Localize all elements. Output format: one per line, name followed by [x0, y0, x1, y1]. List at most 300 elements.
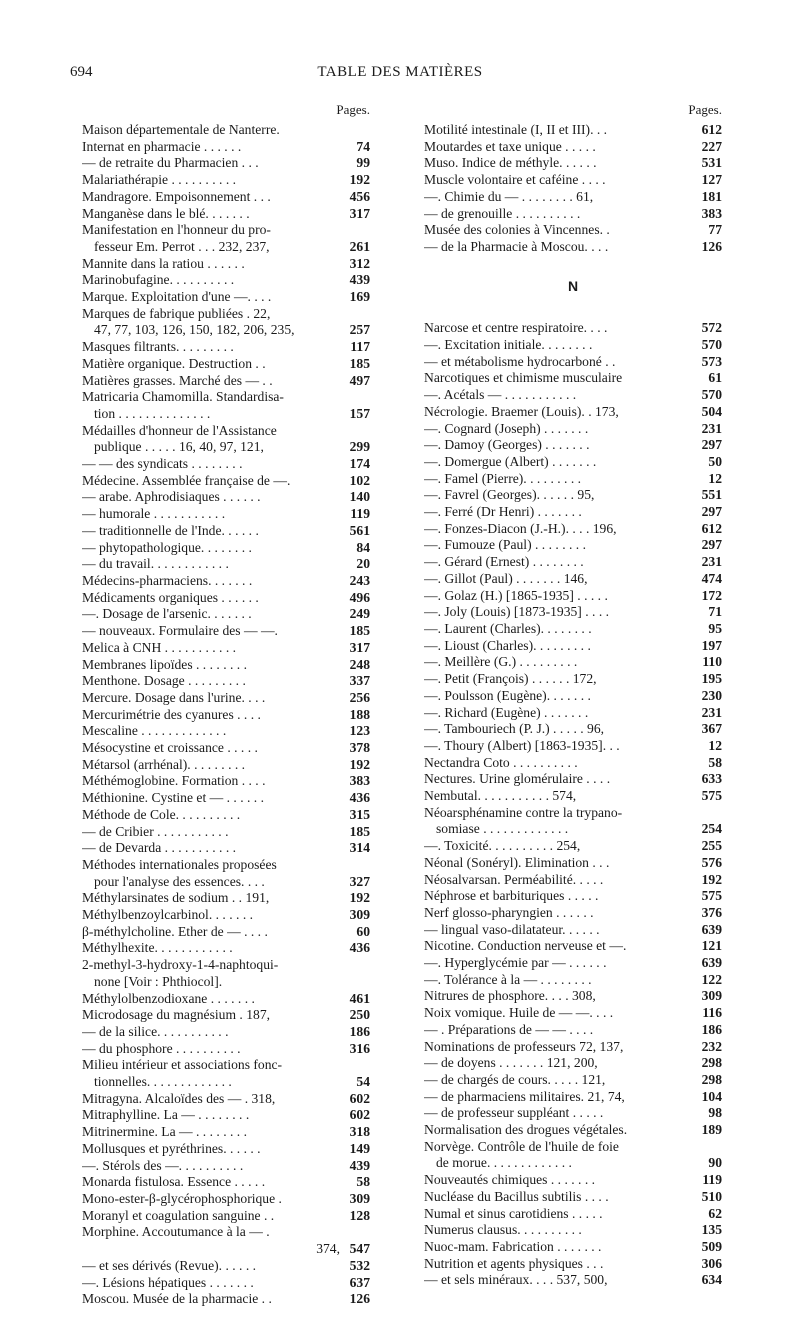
- page-number: 694: [70, 64, 93, 80]
- entry-page: 570: [701, 337, 722, 353]
- index-entry: [82, 991, 370, 1008]
- entry-text: Nitrures de phosphore. . . . 308,: [424, 988, 596, 1004]
- entry-page: 98: [708, 1105, 722, 1121]
- entry-page: 439: [349, 272, 370, 288]
- entry-text: Nouveautés chimiques . . . . . . .: [424, 1172, 596, 1188]
- entry-text: Muso. Indice de méthyle. . . . . .: [424, 155, 597, 171]
- index-entry: [424, 571, 722, 588]
- index-entry: [424, 1272, 722, 1289]
- index-entry: [82, 757, 370, 774]
- index-entry: [82, 874, 370, 891]
- index-entry: [424, 1122, 722, 1139]
- entry-page: 461: [349, 990, 370, 1006]
- entry-text: — de pharmaciens militaires. 21, 74,: [424, 1088, 625, 1104]
- entry-text: Morphine. Accoutumance à la — .: [82, 1224, 270, 1240]
- index-entry: [82, 406, 370, 423]
- entry-text: Marinobufagine. . . . . . . . . .: [82, 272, 235, 288]
- entry-page: 317: [349, 205, 370, 221]
- index-entry: [424, 487, 722, 504]
- index-entry: [82, 1074, 370, 1091]
- entry-text: Nerf glosso-pharyngien . . . . . .: [424, 904, 594, 920]
- index-entries-left: [82, 122, 370, 1308]
- entry-text: Méthode de Cole. . . . . . . . . .: [82, 806, 241, 822]
- index-entry: [424, 1206, 722, 1223]
- entry-text: —. Gillot (Paul) . . . . . . . 146,: [424, 570, 588, 586]
- entry-text: —. Petit (François) . . . . . . 172,: [424, 671, 597, 687]
- entry-text: Motilité intestinale (I, II et III). . .: [424, 122, 608, 137]
- entry-text: Menthone. Dosage . . . . . . . . .: [82, 673, 246, 689]
- entry-text: Méthylbenzoylcarbinol. . . . . . .: [82, 907, 254, 923]
- index-entry: [82, 1191, 370, 1208]
- entry-page: 123: [349, 723, 370, 739]
- entry-text: —. Tambouriech (P. J.) . . . . . 96,: [424, 721, 605, 737]
- entry-text: Melica à CNH . . . . . . . . . . .: [82, 639, 237, 655]
- entry-page: 71: [708, 604, 722, 620]
- entry-page: 126: [349, 1291, 370, 1307]
- entry-text: — lingual vaso-dilatateur. . . . . .: [424, 921, 600, 937]
- index-entry: [424, 1189, 722, 1206]
- entry-text: Médecine. Assemblée française de —.: [82, 472, 291, 488]
- entry-page: 197: [701, 637, 722, 653]
- entry-text: tion . . . . . . . . . . . . . .: [94, 405, 211, 421]
- right-index-column: [424, 102, 722, 1289]
- entry-text: —. Domergue (Albert) . . . . . . .: [424, 453, 597, 469]
- index-entry: [424, 771, 722, 788]
- entry-text: Nutrition et agents physiques . . .: [424, 1255, 604, 1271]
- entry-page: 250: [349, 1007, 370, 1023]
- entry-text: Manifestation en l'honneur du pro-: [82, 222, 271, 238]
- pages-header: [82, 102, 370, 122]
- entry-page: 60: [356, 923, 370, 939]
- entry-text: 2-methyl-3-hydroxy-1-4-naphtoqui-: [82, 957, 279, 973]
- entry-text: Manganèse dans le blé. . . . . . .: [82, 205, 250, 221]
- index-entry: [82, 389, 370, 406]
- index-entry: [424, 721, 722, 738]
- index-entry: [82, 1024, 370, 1041]
- entry-page: 74: [356, 138, 370, 154]
- entry-text: Mannite dans la ratiou . . . . . .: [82, 255, 245, 271]
- entry-page: 185: [349, 823, 370, 839]
- index-entry: [424, 738, 722, 755]
- index-entry: [82, 1241, 370, 1258]
- entry-text: —. Golaz (H.) [1865-1935] . . . . .: [424, 587, 608, 603]
- index-entry: [424, 155, 722, 172]
- entry-page: 436: [349, 790, 370, 806]
- entry-page: 639: [701, 955, 722, 971]
- entry-page: 297: [701, 437, 722, 453]
- entry-page: 54: [356, 1074, 370, 1090]
- entry-text: —. Hyperglycémie par — . . . . . .: [424, 955, 607, 971]
- entry-text: —. Tolérance à la — . . . . . . . .: [424, 971, 592, 987]
- index-entry: [82, 339, 370, 356]
- index-entry: [82, 189, 370, 206]
- entry-page: 119: [702, 1172, 722, 1188]
- entry-page: 297: [701, 537, 722, 553]
- entry-page: 497: [349, 372, 370, 388]
- pages-label: Pages.: [336, 102, 370, 117]
- entry-text: Moscou. Musée de la pharmacie . .: [82, 1291, 272, 1307]
- entry-text: none [Voir : Phthiocol].: [94, 973, 223, 989]
- index-entry: [424, 1022, 722, 1039]
- entry-text: Marque. Exploitation d'une —. . . .: [82, 289, 272, 305]
- entry-page: 254: [701, 821, 722, 837]
- entry-text: Méthionine. Cystine et — . . . . . .: [82, 790, 264, 806]
- entry-page: 298: [701, 1071, 722, 1087]
- entry-page: 496: [349, 589, 370, 605]
- entry-page: 149: [349, 1140, 370, 1156]
- index-entry: [82, 640, 370, 657]
- entry-page: 639: [701, 921, 722, 937]
- entry-page: 58: [708, 754, 722, 770]
- index-entry: [82, 1291, 370, 1308]
- index-entry: [82, 907, 370, 924]
- index-entry: [424, 139, 722, 156]
- entry-text: de morue. . . . . . . . . . . . .: [436, 1155, 572, 1171]
- entry-text: Mitragyna. Alcaloïdes des — . 318,: [82, 1090, 276, 1106]
- entry-page: 633: [701, 771, 722, 787]
- entry-text: Méthémoglobine. Formation . . . .: [82, 773, 266, 789]
- entry-page: 612: [701, 122, 722, 137]
- entry-text: Milieu intérieur et associations fonc-: [82, 1057, 283, 1073]
- entry-text: —. Lioust (Charles). . . . . . . . .: [424, 637, 591, 653]
- index-entry: [82, 122, 370, 139]
- entry-text: —. Stérols des —. . . . . . . . . .: [82, 1157, 244, 1173]
- entry-text: Mollusques et pyréthrines. . . . . .: [82, 1140, 261, 1156]
- index-entry: [82, 222, 370, 239]
- index-entry: [82, 306, 370, 323]
- index-entry: [424, 922, 722, 939]
- entry-page: 257: [349, 322, 370, 338]
- index-entry: [82, 573, 370, 590]
- index-entry: [82, 824, 370, 841]
- index-entry: [424, 604, 722, 621]
- entry-page: 174: [349, 456, 370, 472]
- index-entry: [424, 988, 722, 1005]
- entry-page: 602: [349, 1090, 370, 1106]
- entry-page: 456: [349, 188, 370, 204]
- entry-text: Marques de fabrique publiées . 22,: [82, 305, 271, 321]
- index-entry: [424, 239, 722, 256]
- entry-text: Noix vomique. Huile de — —. . . .: [424, 1005, 614, 1021]
- entry-text: Mono-ester-β-glycérophosphorique .: [82, 1191, 282, 1206]
- index-entry: [424, 938, 722, 955]
- entry-page: 572: [701, 320, 722, 336]
- entry-text: — traditionnelle de l'Inde. . . . . .: [82, 522, 259, 538]
- entry-page: 84: [356, 539, 370, 555]
- entry-page: 317: [349, 639, 370, 655]
- entry-text: Nectandra Coto . . . . . . . . . .: [424, 754, 578, 770]
- index-entry: [424, 1105, 722, 1122]
- entry-text: —. Lésions hépatiques . . . . . . .: [82, 1274, 254, 1290]
- entry-text: 47, 77, 103, 126, 150, 182, 206, 235,: [94, 322, 295, 338]
- entry-text: Masques filtrants. . . . . . . . .: [82, 339, 234, 355]
- entry-page: 612: [701, 520, 722, 536]
- entry-text: Néosalvarsan. Perméabilité. . . . .: [424, 871, 604, 887]
- entry-text: Nicotine. Conduction nerveuse et —.: [424, 938, 627, 954]
- index-entry: [424, 387, 722, 404]
- index-entry: [424, 471, 722, 488]
- entry-text: Médicaments organiques . . . . . .: [82, 589, 259, 605]
- entry-page: 157: [349, 405, 370, 421]
- index-entry: [424, 838, 722, 855]
- entry-text: —. Ferré (Dr Henri) . . . . . . .: [424, 504, 582, 520]
- entry-text: —. Fonzes-Diacon (J.-H.). . . . 196,: [424, 520, 617, 536]
- entry-page: 232: [701, 1038, 722, 1054]
- entry-page: 532: [349, 1257, 370, 1273]
- index-entry: [424, 354, 722, 371]
- entry-text: Mitrinermine. La — . . . . . . . .: [82, 1124, 247, 1140]
- index-entry: [82, 256, 370, 273]
- entry-text: Norvège. Contrôle de l'huile de foie: [424, 1138, 619, 1154]
- index-entry: [424, 872, 722, 889]
- entry-text: — humorale . . . . . . . . . . .: [82, 506, 226, 522]
- entry-page: 227: [701, 138, 722, 154]
- entry-page: 50: [708, 453, 722, 469]
- index-entry: [424, 855, 722, 872]
- entry-page: 573: [701, 353, 722, 369]
- index-entry: [82, 1208, 370, 1225]
- entry-page: 192: [349, 756, 370, 772]
- entry-page: 602: [349, 1107, 370, 1123]
- entry-text: Mésocystine et croissance . . . . .: [82, 740, 258, 756]
- index-entry: [82, 272, 370, 289]
- running-title: TABLE DES MATIÈRES: [317, 64, 483, 80]
- entry-page: 634: [701, 1272, 722, 1288]
- entry-text: Nuoc-mam. Fabrication . . . . . . .: [424, 1239, 602, 1254]
- entry-page: 231: [701, 704, 722, 720]
- entry-page: 383: [701, 205, 722, 221]
- index-entry: [424, 638, 722, 655]
- entry-text: — de doyens . . . . . . . 121, 200,: [424, 1055, 598, 1071]
- entry-page: 169: [349, 289, 370, 305]
- entry-text: Mercurimétrie des cyanures . . . .: [82, 706, 261, 722]
- entry-text: — du travail. . . . . . . . . . . .: [82, 556, 229, 572]
- index-entry: [82, 1224, 370, 1241]
- entry-page: 77: [708, 222, 722, 238]
- index-entry: [82, 556, 370, 573]
- entry-page: 243: [349, 572, 370, 588]
- entry-page: 249: [349, 606, 370, 622]
- index-entry: [82, 423, 370, 440]
- entry-text: Matières grasses. Marché des — . .: [82, 372, 273, 388]
- entry-page: 90: [708, 1155, 722, 1171]
- index-entry: [82, 456, 370, 473]
- index-entry: [82, 322, 370, 339]
- entry-page: 99: [356, 155, 370, 171]
- index-entry: [82, 155, 370, 172]
- index-entry: [424, 206, 722, 223]
- entry-text: —. Laurent (Charles). . . . . . . .: [424, 620, 592, 636]
- entry-text: — du phosphore . . . . . . . . . .: [82, 1040, 241, 1056]
- index-entry: [424, 972, 722, 989]
- entry-page: 378: [349, 740, 370, 756]
- entry-page: 312: [349, 255, 370, 271]
- entry-text: — de la silice. . . . . . . . . . .: [82, 1023, 229, 1039]
- entry-text: Moutardes et taxe unique . . . . .: [424, 138, 596, 154]
- entry-page: 192: [349, 890, 370, 906]
- entry-page: 117: [350, 339, 370, 355]
- entry-page: 110: [702, 654, 722, 670]
- index-entry: [424, 454, 722, 471]
- entry-text: Normalisation des drogues végétales.: [424, 1122, 628, 1138]
- entry-text: Médecins-pharmaciens. . . . . . .: [82, 572, 253, 588]
- index-entry: [424, 671, 722, 688]
- entry-page: 95: [708, 620, 722, 636]
- entry-text: —. Toxicité. . . . . . . . . . 254,: [424, 838, 581, 854]
- entry-text: —. Damoy (Georges) . . . . . . .: [424, 437, 590, 453]
- entry-page: 309: [349, 1191, 370, 1206]
- entry-page: 128: [349, 1207, 370, 1223]
- entry-page: 192: [349, 172, 370, 188]
- index-entry: [82, 540, 370, 557]
- index-entry: [82, 1124, 370, 1141]
- entry-text: —. Favrel (Georges). . . . . . 95,: [424, 487, 595, 503]
- entry-text: publique . . . . . 16, 40, 97, 121,: [94, 439, 264, 455]
- index-entry: [82, 1007, 370, 1024]
- index-entry: [424, 955, 722, 972]
- entry-text: —. Joly (Louis) [1873-1935] . . . .: [424, 604, 610, 620]
- entry-page: 102: [349, 472, 370, 488]
- entry-text: Nectures. Urine glomérulaire . . . .: [424, 771, 611, 787]
- entry-page: 570: [701, 387, 722, 403]
- index-entry: [82, 657, 370, 674]
- entry-page: 185: [349, 355, 370, 371]
- entry-page: 104: [701, 1088, 722, 1104]
- entry-page: 185: [349, 623, 370, 639]
- index-entry: [424, 688, 722, 705]
- entry-page: 299: [349, 439, 370, 455]
- entry-page: 474: [701, 570, 722, 586]
- entry-text: — et sels minéraux. . . . 537, 500,: [424, 1272, 608, 1288]
- index-entry: [82, 940, 370, 957]
- entry-page: 186: [701, 1021, 722, 1037]
- entry-text: Numal et sinus carotidiens . . . . .: [424, 1205, 603, 1221]
- entry-page: 127: [701, 172, 722, 188]
- index-entry: [424, 1005, 722, 1022]
- index-entry: [82, 206, 370, 223]
- index-entry: [82, 690, 370, 707]
- index-entry: [82, 439, 370, 456]
- entry-page: 195: [701, 671, 722, 687]
- entry-text: Mescaline . . . . . . . . . . . . .: [82, 723, 227, 739]
- entry-text: —. Dosage de l'arsenic. . . . . . .: [82, 606, 252, 622]
- index-entry: [82, 924, 370, 941]
- index-entry: [424, 320, 722, 337]
- entry-page: 186: [349, 1023, 370, 1039]
- index-entry: [82, 707, 370, 724]
- index-entry: [424, 437, 722, 454]
- entry-text: Néonal (Sonéryl). Elimination . . .: [424, 854, 610, 870]
- entry-text: —. Fumouze (Paul) . . . . . . . .: [424, 537, 586, 553]
- entry-text: Muscle volontaire et caféine . . . .: [424, 172, 606, 188]
- entry-page: 297: [701, 504, 722, 520]
- entry-page: 315: [349, 806, 370, 822]
- entry-page: 230: [701, 687, 722, 703]
- entry-page: 121: [701, 938, 722, 954]
- entry-page: 327: [349, 873, 370, 889]
- entry-text: —. Chimie du — . . . . . . . . 61,: [424, 188, 594, 204]
- entry-page: 637: [349, 1274, 370, 1290]
- entry-page: 172: [701, 587, 722, 603]
- entry-text: tionnelles. . . . . . . . . . . . .: [94, 1074, 232, 1090]
- entry-page: 576: [701, 854, 722, 870]
- entry-text: fesseur Em. Perrot . . . 232, 237,: [94, 238, 270, 254]
- index-entry: [82, 1258, 370, 1275]
- entry-text: — de Devarda . . . . . . . . . . .: [82, 840, 237, 856]
- index-entry: [82, 1091, 370, 1108]
- entry-text: — et métabolisme hydrocarboné . .: [424, 353, 616, 369]
- entry-page: 298: [701, 1055, 722, 1071]
- index-entry: [424, 1155, 722, 1172]
- entry-page: 367: [701, 721, 722, 737]
- index-entry: [424, 172, 722, 189]
- index-entry: [82, 139, 370, 156]
- entry-page: 306: [701, 1255, 722, 1271]
- entry-text: Nominations de professeurs 72, 137,: [424, 1038, 624, 1054]
- entry-page: 318: [349, 1124, 370, 1140]
- index-entry: [82, 606, 370, 623]
- index-entry: [82, 1174, 370, 1191]
- entry-page: 192: [701, 871, 722, 887]
- entry-text: Mercure. Dosage dans l'urine. . . .: [82, 689, 266, 705]
- index-entry: [424, 755, 722, 772]
- index-entry: [82, 740, 370, 757]
- index-entry: [424, 788, 722, 805]
- index-entry: [82, 890, 370, 907]
- entry-page: 188: [349, 706, 370, 722]
- entry-text: Nembutal. . . . . . . . . . . 574,: [424, 788, 577, 804]
- entry-page: 547: [349, 1241, 370, 1257]
- index-entry: [424, 1039, 722, 1056]
- index-entry: [424, 404, 722, 421]
- entry-text: — de la Pharmacie à Moscou. . . .: [424, 238, 609, 254]
- entry-page: 309: [349, 907, 370, 923]
- entry-page: 122: [701, 971, 722, 987]
- index-entry: [82, 857, 370, 874]
- index-entry: [82, 1141, 370, 1158]
- index-entry: [424, 621, 722, 638]
- index-entry: [424, 821, 722, 838]
- left-index-column: [82, 102, 370, 1308]
- entry-text: —. Meillère (G.) . . . . . . . . .: [424, 654, 578, 670]
- entry-text: — de grenouille . . . . . . . . . .: [424, 205, 581, 221]
- index-entry: [82, 790, 370, 807]
- entry-page: 62: [708, 1205, 722, 1221]
- entry-page: 135: [701, 1222, 722, 1238]
- entry-text: Musée des colonies à Vincennes. .: [424, 222, 610, 238]
- entry-text: Moranyl et coagulation sanguine . .: [82, 1207, 275, 1223]
- entry-page: 436: [349, 940, 370, 956]
- entry-text: Métarsol (arrhénal). . . . . . . . .: [82, 756, 246, 772]
- entry-page: 383: [349, 773, 370, 789]
- index-entry: [424, 537, 722, 554]
- entry-text: — . Préparations de — — . . . .: [424, 1021, 594, 1037]
- entry-page: 309: [701, 988, 722, 1004]
- index-entry: [424, 654, 722, 671]
- index-entry: [82, 773, 370, 790]
- entry-text: Membranes lipoïdes . . . . . . . .: [82, 656, 247, 672]
- entry-text: Méthodes internationales proposées: [82, 856, 277, 872]
- index-entry: [82, 356, 370, 373]
- entry-text: — nouveaux. Formulaire des — —.: [82, 623, 278, 639]
- entry-page: 61: [708, 370, 722, 386]
- index-entry: [424, 588, 722, 605]
- index-entry: [424, 1222, 722, 1239]
- index-entry: [82, 957, 370, 974]
- entry-text: Matière organique. Destruction . .: [82, 355, 266, 371]
- entry-text: somiase . . . . . . . . . . . . .: [436, 821, 569, 837]
- entry-page: 509: [701, 1239, 722, 1254]
